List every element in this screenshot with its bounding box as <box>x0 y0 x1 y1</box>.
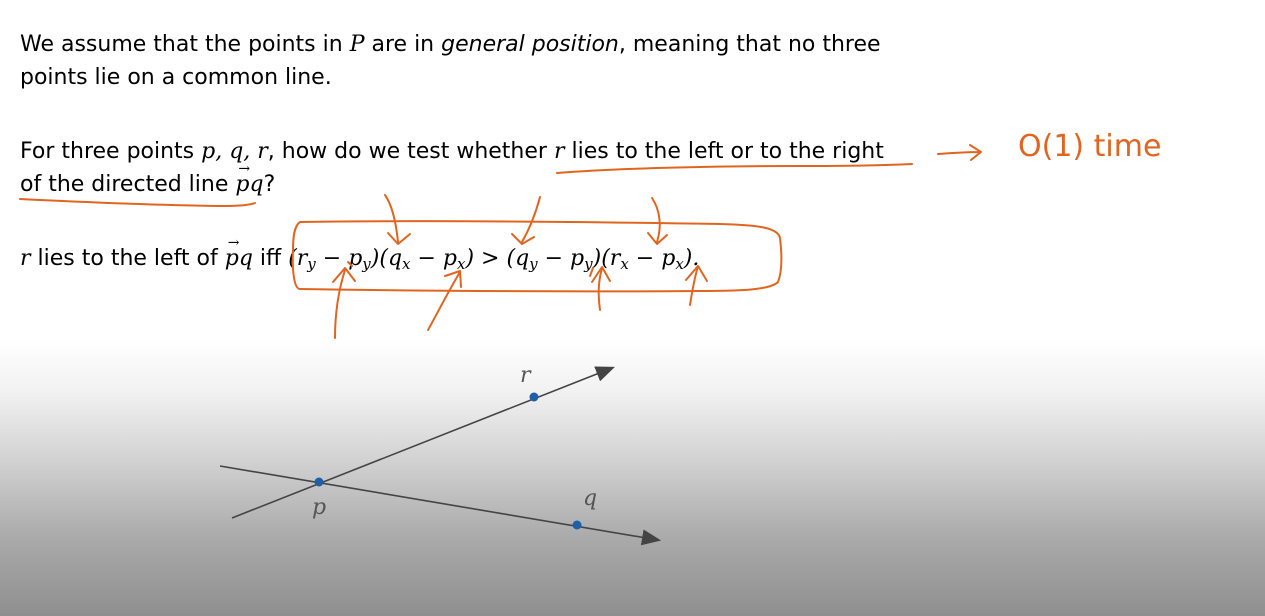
text-fragment: For three points <box>20 139 202 164</box>
figure-label-q: q <box>583 486 598 511</box>
emphasized-term: general position <box>441 32 619 57</box>
ink-complexity-note: O(1) time <box>1018 129 1162 164</box>
figure-point-r <box>530 393 539 402</box>
text-fragment: lies to the left or to the right <box>564 139 884 164</box>
text-fragment: points lie on a common line. <box>20 65 332 90</box>
ink-underline-directed-line <box>20 199 255 206</box>
text-fragment: We assume that the points in <box>20 32 350 57</box>
determinant-formula: $(r_y - p_y)(q_x - p_x) > (q_y - p_y)(r_x - p_x)$. <box>288 246 700 273</box>
ink-arrow-to-note <box>938 145 981 160</box>
math-vector-pq: → pq <box>225 242 253 275</box>
ink-arrow-up-2 <box>428 271 461 330</box>
math-vector-pq: → pq <box>235 168 263 201</box>
figure-line-pr <box>232 368 612 518</box>
text-fragment: , meaning that no three <box>618 32 881 57</box>
ink-formula-box <box>293 221 782 291</box>
ink-arrow-up-4 <box>686 266 707 305</box>
figure-label-r: r <box>520 363 531 388</box>
text-fragment: , how do we test whether <box>267 139 554 164</box>
ink-arrow-up-3 <box>592 267 610 310</box>
text-fragment: iff <box>252 246 289 271</box>
figure-point-q <box>573 521 582 530</box>
ink-underline-left-right <box>557 164 912 173</box>
math-variable-P: P <box>349 32 365 57</box>
text-fragment: of the directed line <box>20 172 236 197</box>
ink-tick-1 <box>348 262 352 266</box>
ink-tick-2 <box>590 268 593 276</box>
figure-point-p <box>315 478 324 487</box>
ink-arrow-down-3 <box>648 198 667 244</box>
text-fragment: ? <box>263 172 276 197</box>
ink-arrow-down-1 <box>385 195 410 244</box>
math-variable-r: r <box>20 246 31 271</box>
ink-arrow-up-1 <box>333 268 355 338</box>
math-variable-r: r <box>553 139 565 164</box>
text-fragment: lies to the left of <box>30 246 225 271</box>
text-fragment: are in <box>364 32 442 57</box>
figure-label-p: p <box>312 495 327 520</box>
math-variables-pqr: p, q, r <box>201 139 268 164</box>
